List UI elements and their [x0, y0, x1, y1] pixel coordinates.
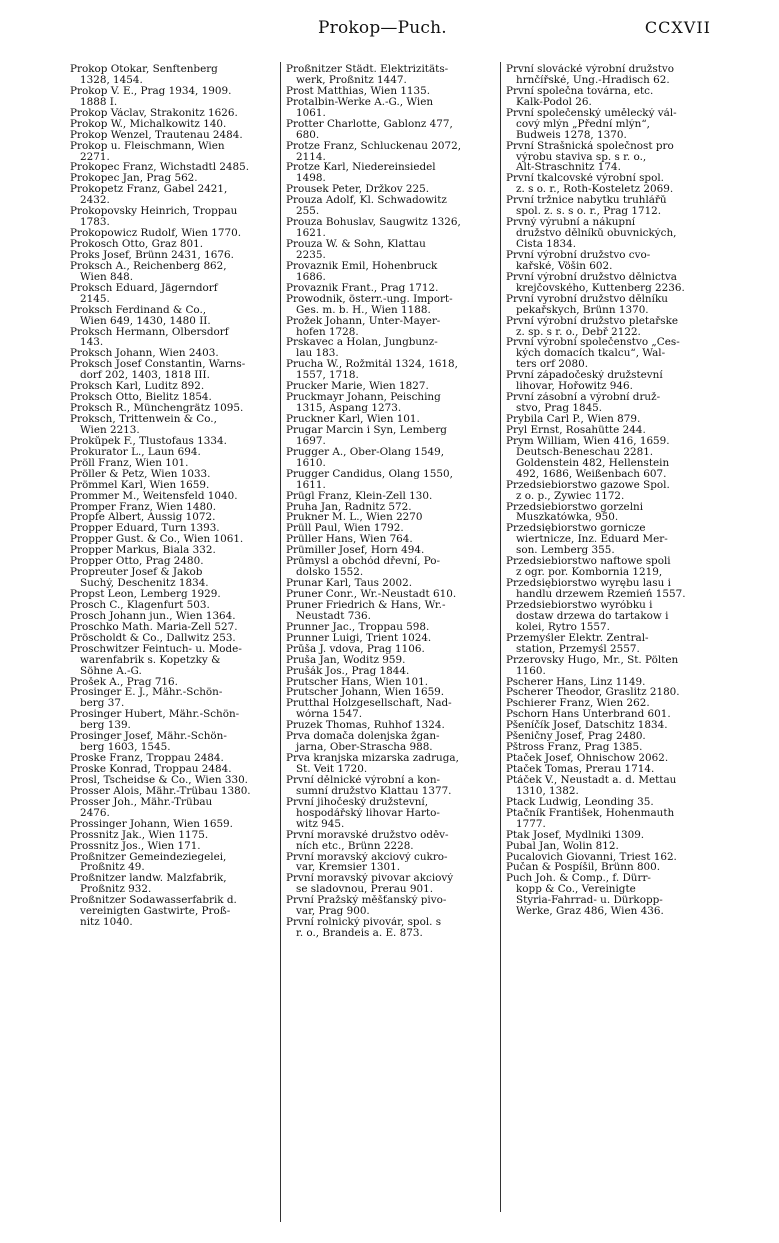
directory-entry-line: Prossnitz Jak., Wien 1175.: [70, 829, 209, 841]
directory-entry-line: Protalbin-Werke A.-G., Wien: [286, 96, 434, 108]
directory-entry-line: Prva domača dolenjska žgan-: [286, 731, 440, 743]
directory-entry-line: Proksch Eduard, Jägerndorf: [70, 282, 218, 294]
directory-entry-line: První tkalcovské výrobní spol.: [506, 173, 664, 185]
directory-entry-line: Proßnitzer Gemeindeziegelei,: [70, 851, 227, 863]
directory-entry-line: 1310, 1382.: [516, 785, 579, 797]
directory-entry-line: Prosinger Josef, Mähr.-Schön-: [70, 731, 227, 743]
directory-entry-line: Przerovsky Hugo, Mr., St. Pölten: [506, 654, 679, 666]
directory-entry-line: Pšeničny Josef, Prag 2480.: [506, 731, 646, 743]
directory-entry-line: Prousek Peter, Držkov 225.: [286, 184, 430, 196]
directory-entry-line: První společenský umělecký vál-: [506, 107, 677, 119]
directory-entry-line: 1697.: [296, 435, 326, 447]
directory-entry-line: Protter Charlotte, Gablonz 477,: [286, 118, 453, 130]
directory-entry-line: Proksch Johann, Wien 2403.: [70, 348, 219, 360]
directory-entry-line: 2145.: [80, 293, 110, 305]
directory-entry-line: Proksch A., Reichenberg 862,: [70, 260, 227, 272]
directory-entry-line: Prutscher Johann, Wien 1659.: [286, 687, 445, 699]
directory-entry-line: 492, 1686, Weißenbach 607.: [516, 468, 667, 480]
directory-entry-line: Ptáček V., Neustadt a. d. Mettau: [506, 774, 677, 786]
directory-entry-line: Propper Otto, Prag 2480.: [70, 556, 204, 568]
directory-entry-line: 255.: [296, 206, 320, 218]
directory-entry-line: Prouza Bohuslav, Saugwitz 1326,: [286, 217, 461, 229]
directory-entry-line: výrobu staviva sp. s r. o.,: [516, 151, 647, 163]
directory-entry-line: Prugger Candidus, Olang 1550,: [286, 468, 453, 480]
directory-entry-line: Ptack Ludwig, Leonding 35.: [506, 796, 654, 808]
directory-entry-line: Przedsiebiorstwo naftowe spoli: [506, 556, 671, 568]
directory-entry-line: Prušák Jos., Prag 1844.: [286, 665, 410, 677]
directory-entry-line: Pryl Ernst, Rosahütte 244.: [506, 424, 646, 436]
directory-entry-line: spol. z. s. s o. r., Prag 1712.: [516, 206, 662, 218]
directory-entry-line: Čista 1834.: [516, 239, 577, 250]
directory-entry-line: První moravské družstvo oděv-: [286, 829, 449, 841]
directory-entry-line: Wien 649, 1430, 1480 II.: [80, 315, 211, 327]
directory-entry-line: Proschwitzer Feintuch- u. Mode-: [70, 643, 242, 655]
directory-entry-line: 1610.: [296, 457, 326, 469]
directory-entry-line: Ptačník František, Hohenmauth: [506, 807, 675, 819]
directory-entry-line: První výrobní družstvo cvo-: [506, 249, 651, 261]
directory-entry-line: 1621.: [296, 228, 326, 239]
directory-entry-line: 2432.: [80, 195, 110, 207]
directory-entry-line: Przedsiębiorstwo gornicze: [506, 523, 646, 535]
page-number: CCXVII: [644, 18, 711, 37]
directory-entry-line: Protze Franz, Schluckenau 2072,: [286, 140, 461, 152]
directory-entry-line: jarna, Ober-Straschа 988.: [296, 742, 433, 754]
directory-entry-line: var, Kremsier 1301.: [296, 862, 401, 874]
directory-entry-line: Propper Markus, Biala 332.: [70, 545, 216, 557]
directory-entry-line: Prunar Karl, Taus 2002.: [286, 578, 413, 589]
directory-entry-line: sumní družstvo Klattau 1377.: [296, 785, 452, 797]
directory-entry-line: Ptak Josef, Mydlniki 1309.: [506, 829, 645, 841]
directory-entry-line: ních etc., Brünn 2228.: [296, 840, 414, 852]
directory-entry-line: hospodářský lihovar Harto-: [296, 807, 440, 819]
directory-entry-line: Ges. m. b. H., Wien 1188.: [296, 304, 431, 316]
directory-entry-line: kých domacích tkalcu“, Wal-: [516, 348, 666, 360]
directory-entry-line: Prokopec Jan, Prag 562.: [70, 173, 198, 185]
directory-entry-line: Promper Franz, Wien 1480.: [70, 501, 216, 513]
directory-entry-line: 1315, Aspang 1273.: [296, 403, 402, 414]
directory-entry-line: Prosser Joh., Mähr.-Trübau: [70, 796, 213, 808]
directory-entry-line: var, Prag 900.: [296, 906, 370, 918]
directory-entry-line: Proßnitz 49.: [80, 862, 145, 874]
directory-entry-line: Pubal Jan, Wolin 812.: [506, 840, 619, 852]
directory-entry-line: Prutscher Hans, Wien 101.: [286, 676, 429, 688]
directory-entry-line: Prokop Otokar, Senftenberg: [70, 64, 218, 75]
directory-entry-line: stvo, Prag 1845.: [516, 403, 603, 414]
directory-entry-line: Prouza Adolf, Kl. Schwadowitz: [286, 195, 447, 207]
directory-entry-line: Prokopowicz Rudolf, Wien 1770.: [70, 228, 242, 239]
directory-entry-line: se sladovnou, Prerau 901.: [296, 884, 434, 896]
directory-entry-line: berg 37.: [80, 698, 125, 710]
directory-entry-line: Proßnitzer landw. Malzfabrik,: [70, 873, 227, 885]
directory-entry-line: 2476.: [80, 807, 110, 819]
directory-entry-line: Neustadt 736.: [296, 610, 371, 622]
directory-entry-line: berg 139.: [80, 720, 131, 732]
directory-entry-line: Prokopovsky Heinrich, Troppau: [70, 206, 238, 218]
directory-entry-line: Söhne A.-G.: [80, 665, 142, 677]
directory-entry-line: Proksch, Trittenwein & Co.,: [70, 414, 217, 425]
directory-entry-line: Prouza W. & Sohn, Klattau: [286, 239, 426, 250]
directory-entry-line: Prömmel Karl, Wien 1659.: [70, 479, 210, 491]
directory-entry-line: Deutsch-Beneschau 2281.: [516, 446, 654, 458]
directory-entry-line: Pučan & Pospíšil, Brünn 800.: [506, 862, 661, 874]
directory-entry-line: Wien 2213.: [80, 424, 140, 436]
directory-entry-line: Przedsiebiorstwo gazowe Spol.: [506, 479, 670, 491]
directory-entry-line: První moravský akciový cukro-: [286, 851, 448, 863]
directory-entry-line: Puch Joh. & Comp., f. Dürr-: [506, 873, 651, 885]
directory-entry-line: Prossinger Johann, Wien 1659.: [70, 818, 233, 830]
directory-entry-line: Prugar Marcin i Syn, Lemberg: [286, 424, 447, 436]
directory-entry-line: Pröller & Petz, Wien 1033.: [70, 468, 211, 480]
directory-entry-line: První vyrobní družstvo dělníku: [506, 293, 668, 305]
directory-entry-line: Ptaček Tomas, Prerau 1714.: [506, 764, 655, 775]
directory-entry-line: Prossnitz Jos., Wien 171.: [70, 840, 201, 852]
directory-entry-line: První dělnické výrobní a kon-: [286, 774, 441, 786]
directory-entry-line: Ptaček Josef, Ohnischow 2062.: [506, 753, 669, 764]
directory-entry-line: První moravský pivovar akciový: [286, 873, 454, 885]
running-title: Prokop—Puch.: [318, 18, 447, 38]
directory-entry-line: berg 1603, 1545.: [80, 742, 171, 754]
directory-entry-line: Pruša Jan, Woditz 959.: [286, 654, 406, 666]
directory-column-2: [286, 64, 494, 939]
directory-entry-line: Proßnitzer Städt. Elektrizitäts-: [286, 64, 449, 75]
directory-entry-line: Prym William, Wien 416, 1659.: [506, 435, 670, 447]
directory-entry-line: pekařskych, Brünn 1370.: [516, 304, 649, 316]
directory-entry-line: warenfabrik s. Kopetzky &: [80, 654, 221, 666]
directory-entry-line: Prosch C., Klagenfurt 503.: [70, 599, 210, 611]
directory-entry-line: Proksch Ferdinand & Co.,: [70, 304, 207, 316]
directory-entry-line: Pscherer Theodor, Graslitz 2180.: [506, 687, 680, 699]
directory-entry-line: Prokůpek F., Tlustofaus 1334.: [70, 435, 227, 447]
directory-entry-line: Průša J. vdova, Prag 1106.: [286, 643, 425, 655]
directory-entry-line: Prukner M. L., Wien 2270: [286, 512, 423, 524]
directory-entry-line: Pštross Franz, Prag 1385.: [506, 742, 643, 754]
directory-entry-line: hrnčířské, Ung.-Hradisch 62.: [516, 74, 670, 86]
directory-entry-line: První výrobní společenstvo „Čes-: [506, 337, 680, 349]
directory-entry-line: 2114.: [296, 151, 326, 163]
directory-entry-line: První slovácké výrobní družstvo: [506, 64, 675, 75]
directory-entry-line: Propreuter Josef & Jakob: [70, 567, 203, 579]
directory-entry-line: Provaznik Emil, Hohenbruck: [286, 260, 438, 272]
directory-entry-line: son. Lemberg 355.: [516, 545, 615, 557]
directory-entry-line: werk, Proßnitz 1447.: [296, 74, 407, 86]
directory-entry-line: kolei, Rytro 1557.: [516, 621, 610, 633]
directory-entry-line: Proske Franz, Troppau 2484.: [70, 753, 224, 764]
directory-entry-line: Prommer M., Weitensfeld 1040.: [70, 490, 238, 502]
directory-entry-line: vereinigten Gastwirte, Proß-: [80, 906, 231, 918]
directory-entry-line: nitz 1040.: [80, 917, 133, 929]
directory-entry-line: z o. p., Żywiec 1172.: [516, 490, 625, 502]
directory-entry-line: Prosch Johann jun., Wien 1364.: [70, 610, 236, 622]
directory-entry-line: Suchý, Deschenitz 1834.: [80, 578, 209, 589]
directory-entry-line: Proks Josef, Brünn 2431, 1676.: [70, 249, 234, 261]
directory-entry-line: Pschierer Franz, Wien 262.: [506, 698, 650, 710]
directory-entry-line: Prokopec Franz, Wichstadtl 2485.: [70, 162, 250, 174]
directory-entry-line: Prokop Wenzel, Trautenau 2484.: [70, 129, 243, 141]
directory-entry-line: 1686.: [296, 271, 326, 283]
directory-entry-line: Proßnitz 932.: [80, 884, 152, 896]
directory-entry-line: krejčovského, Kuttenberg 2236.: [516, 282, 685, 294]
directory-entry-line: Przedsiebiorstwo gorzelni: [506, 501, 644, 513]
directory-entry-line: Werke, Graz 486, Wien 436.: [516, 906, 664, 918]
directory-entry-line: 143.: [80, 337, 104, 349]
directory-entry-line: Prucha W., Rožmitál 1324, 1618,: [286, 359, 458, 371]
directory-entry-line: 2271.: [80, 151, 110, 163]
directory-entry-line: Prokop V. E., Prag 1934, 1909.: [70, 85, 232, 97]
directory-entry-line: Prümiller Josef, Horn 494.: [286, 545, 425, 557]
directory-entry-line: První tržnice nabytku truhlářů: [506, 195, 667, 207]
directory-entry-line: 1783.: [80, 217, 110, 229]
directory-entry-line: Prucker Marie, Wien 1827.: [286, 381, 429, 393]
directory-entry-line: St. Veit 1720.: [296, 764, 368, 775]
directory-entry-line: Prunner Jac., Troppau 598.: [286, 621, 430, 633]
directory-entry-line: 2235.: [296, 249, 326, 261]
directory-entry-line: kopp & Co., Vereinigte: [516, 884, 636, 896]
directory-entry-line: Pruckmayr Johann, Peisching: [286, 392, 441, 404]
directory-entry-line: Proske Konrad, Troppau 2484.: [70, 764, 232, 775]
directory-entry-line: Prosser Alois, Mähr.-Trübau 1380.: [70, 785, 251, 797]
directory-entry-line: Prokopetz Franz, Gabel 2421,: [70, 184, 228, 196]
directory-entry-line: lihovar, Hořowitz 946.: [516, 381, 633, 393]
directory-entry-line: Proksch Hermann, Olbersdorf: [70, 326, 229, 338]
directory-entry-line: 1611.: [296, 479, 326, 491]
directory-entry-line: r. o., Brandeis a. E. 873.: [296, 928, 423, 939]
directory-entry-line: witz 945.: [296, 818, 345, 830]
directory-entry-line: Prokop W., Michalkowitz 140.: [70, 118, 227, 130]
directory-entry-line: kařské, Vöšin 602.: [516, 260, 613, 272]
directory-entry-line: Prvný výrubní a nákupní: [506, 217, 636, 229]
directory-entry-line: První výrobní družstvo dělnictva: [506, 271, 677, 283]
directory-entry-line: Prowodnik, österr.-ung. Import-: [286, 293, 453, 305]
directory-entry-line: Pscherer Hans, Linz 1149.: [506, 676, 646, 688]
directory-entry-line: Pruzek Thomas, Ruhhof 1324.: [286, 720, 445, 732]
directory-entry-line: cový mlýn „Přední mlýn“,: [516, 118, 650, 130]
directory-entry-line: 1888 I.: [80, 96, 118, 108]
directory-entry-line: První zásobní a výrobní druž-: [506, 392, 661, 404]
directory-entry-line: Proksch R., Münchengrätz 1095.: [70, 403, 244, 414]
directory-entry-line: 680.: [296, 129, 320, 141]
directory-entry-line: ters orf 2080.: [516, 359, 589, 371]
page-header: [0, 18, 779, 42]
directory-entry-line: Budweis 1278, 1370.: [516, 129, 627, 141]
directory-entry-line: dolsko 1552.: [296, 567, 364, 579]
directory-entry-line: První společna továrna, etc.: [506, 85, 654, 97]
directory-entry-line: Prybila Carl P., Wien 879.: [506, 414, 641, 425]
directory-entry-line: Prutthal Holzgesellschaft, Nad-: [286, 698, 452, 710]
directory-entry-line: Prokop Václav, Strakonitz 1626.: [70, 107, 238, 119]
directory-entry-line: Pröscholdt & Co., Dallwitz 253.: [70, 632, 236, 644]
directory-entry-line: Proßnitzer Sodawasserfabrik d.: [70, 895, 237, 907]
directory-entry-line: Proksch Karl, Luditz 892.: [70, 381, 205, 393]
column-divider: [280, 62, 281, 1222]
directory-entry-line: wórna 1547.: [296, 709, 363, 721]
directory-entry-line: První Pražský měšťanský pivo-: [286, 895, 447, 907]
directory-entry-line: 1160.: [516, 665, 546, 677]
directory-column-3: [506, 64, 716, 917]
directory-entry-line: Kalk-Podol 26.: [516, 96, 592, 108]
directory-entry-line: Prunner Luigi, Trient 1024.: [286, 632, 432, 644]
directory-entry-line: První Strašnická společnost pro: [506, 140, 674, 152]
directory-entry-line: Pruha Jan, Radnitz 572.: [286, 501, 412, 513]
directory-entry-line: Propper Gust. & Co., Wien 1061.: [70, 534, 244, 546]
directory-entry-line: Pschorn Hans Unterbrand 601.: [506, 709, 671, 721]
directory-entry-line: Prost Matthias, Wien 1135.: [286, 85, 431, 97]
directory-entry-line: Provaznik Frant., Prag 1712.: [286, 282, 439, 294]
directory-entry-line: Propper Eduard, Turn 1393.: [70, 523, 220, 535]
directory-entry-line: Prosinger Hubert, Mähr.-Schön-: [70, 709, 240, 721]
directory-entry-line: První jihočeský družstevní,: [286, 796, 429, 808]
directory-entry-line: 1498.: [296, 173, 326, 185]
directory-entry-line: Prosinger E. J., Mähr.-Schön-: [70, 687, 223, 699]
directory-entry-line: z. sp. s r. o., Debř 2122.: [516, 326, 641, 338]
directory-entry-line: lau 183.: [296, 348, 339, 360]
directory-entry-line: Proksch Josef Constantin, Warns-: [70, 359, 246, 371]
directory-entry-line: Propst Leon, Lemberg 1929.: [70, 589, 221, 600]
directory-entry-line: První západočeský družstevní: [506, 370, 663, 382]
directory-entry-line: Prüll Paul, Wien 1792.: [286, 523, 404, 535]
directory-entry-line: Pruner Friedrich & Hans, Wr.-: [286, 599, 446, 611]
directory-entry-line: 1777.: [516, 818, 546, 830]
column-divider: [500, 62, 501, 1212]
directory-entry-line: Prošek A., Prag 716.: [70, 676, 178, 688]
directory-entry-line: Průmysl a obchód dřevní, Po-: [286, 556, 441, 568]
directory-entry-line: Pucalovich Giovanni, Triest 162.: [506, 851, 677, 863]
directory-entry-line: Prokop u. Fleischmann, Wien: [70, 140, 225, 152]
directory-entry-line: Prva kranjska mizarska zadruga,: [286, 753, 459, 764]
directory-column-1: [70, 64, 276, 928]
directory-entry-line: station, Przemyśl 2557.: [516, 643, 640, 655]
directory-entry-line: Prosl, Tscheidse & Co., Wien 330.: [70, 774, 248, 786]
directory-entry-line: Goldenstein 482, Hellenstein: [516, 457, 670, 469]
directory-entry-line: Prskavec a Holan, Jungbunz-: [286, 337, 438, 349]
directory-entry-line: Przedsiębiorstwo wyrębu lasu i: [506, 578, 671, 589]
directory-entry-line: Pruner Conr., Wr.-Neustadt 610.: [286, 589, 457, 600]
directory-entry-line: wiertnicze, Inz. Eduard Mer-: [516, 534, 668, 546]
directory-entry-line: Prüller Hans, Wien 764.: [286, 534, 413, 546]
directory-entry-line: Prügl Franz, Klein-Zell 130.: [286, 490, 433, 502]
directory-entry-line: Prokosch Otto, Graz 801.: [70, 239, 204, 250]
directory-entry-line: družstvo dělníků obuvnických,: [516, 228, 677, 239]
directory-entry-line: 1557, 1718.: [296, 370, 359, 382]
directory-entry-line: 1328, 1454.: [80, 74, 143, 86]
directory-entry-line: Proksch Otto, Bielitz 1854.: [70, 392, 212, 404]
directory-entry-line: Pšeníčík Josef, Datschitz 1834.: [506, 720, 668, 732]
directory-entry-line: První výrobní družstvo pletařske: [506, 315, 679, 327]
directory-entry-line: První rolnický pivovár, spol. s: [286, 917, 442, 929]
directory-entry-line: Styria-Fahrrad- u. Dürkopp-: [516, 895, 663, 907]
directory-entry-line: Pröll Franz, Wien 101.: [70, 457, 189, 469]
directory-entry-line: Przedsiebiorstwo wyróbku i: [506, 599, 653, 611]
directory-entry-line: dorf 202, 1403, 1818 III.: [80, 370, 210, 382]
directory-entry-line: Alt-Straschnitz 174.: [516, 162, 621, 174]
directory-entry-line: Protze Karl, Niedereinsiedel: [286, 162, 436, 174]
directory-entry-line: Prugger A., Ober-Olang 1549,: [286, 446, 445, 458]
directory-entry-line: Przemyśler Elektr. Zentral-: [506, 632, 649, 644]
directory-entry-line: Prokurator L., Laun 694.: [70, 446, 201, 458]
directory-entry-line: hofen 1728.: [296, 326, 359, 338]
directory-entry-line: Pruckner Karl, Wien 101.: [286, 414, 420, 425]
directory-entry-line: dostaw drzewa do tartakow i: [516, 610, 669, 622]
directory-entry-line: handlu drzewem Rzemień 1557.: [516, 589, 686, 600]
directory-entry-line: Propfe Albert, Aussig 1072.: [70, 512, 216, 524]
directory-entry-line: z. s o. r., Roth-Kosteletz 2069.: [516, 184, 674, 196]
directory-entry-line: Muszkatówka, 950.: [516, 512, 619, 524]
directory-entry-line: Wien 848.: [80, 271, 134, 283]
directory-entry-line: Proschko Math. Maria-Zell 527.: [70, 621, 238, 633]
directory-entry-line: 1061.: [296, 107, 326, 119]
directory-entry-line: Prožek Johann, Unter-Mayer-: [286, 315, 441, 327]
directory-entry-line: z ogr. por. Kombornia 1219,: [516, 567, 663, 579]
